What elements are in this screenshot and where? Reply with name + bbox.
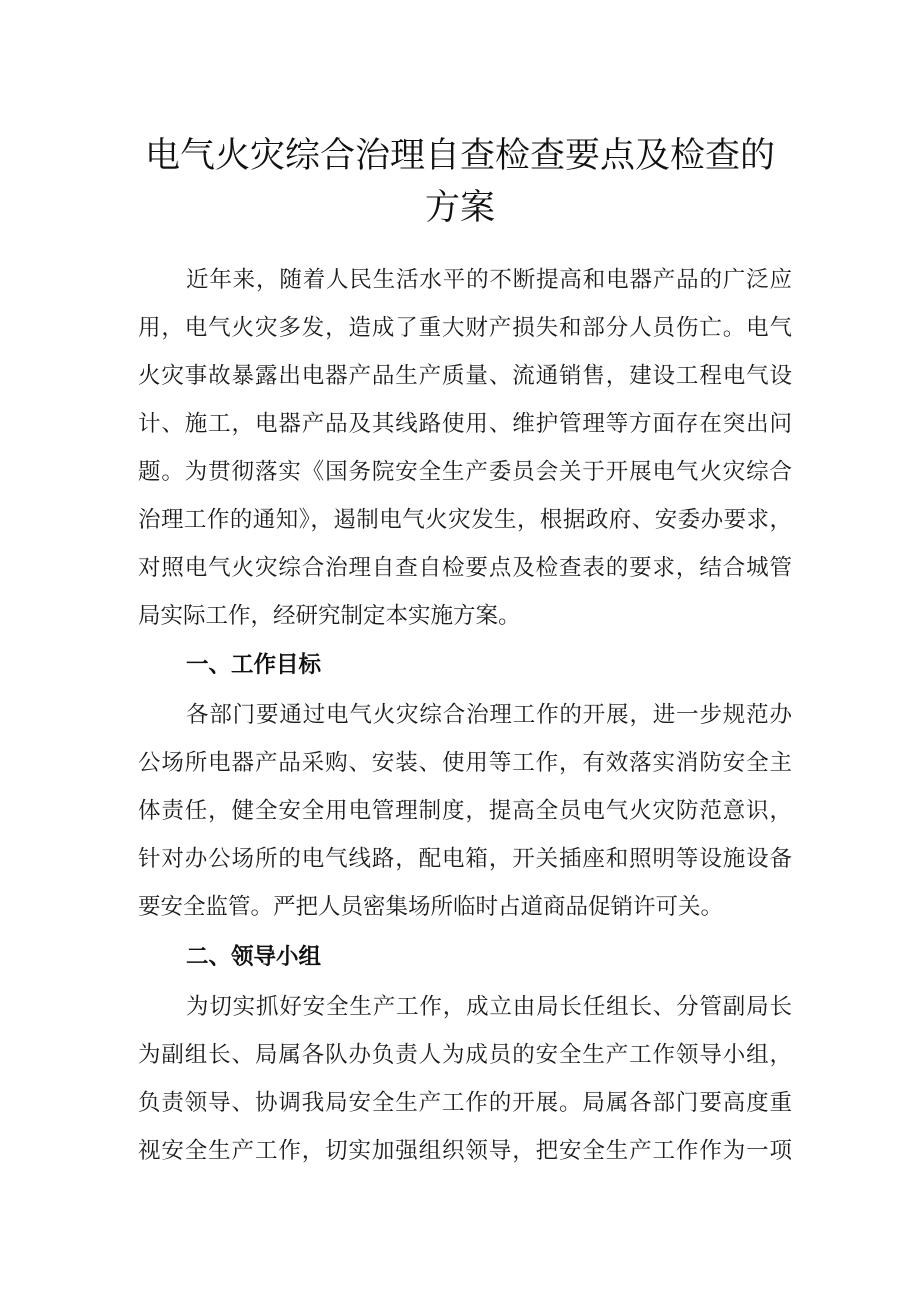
paragraph-line: 计、施工，电器产品及其线路使用、维护管理等方面存在突出问 <box>138 411 792 437</box>
paragraph-line: 火灾事故暴露出电器产品生产质量、流通销售，建设工程电气设 <box>138 363 792 389</box>
section-heading-work-goals: 一、工作目标 <box>186 652 322 678</box>
paragraph-line: 为副组长、局属各队办负责人为成员的安全生产工作领导小组， <box>138 1042 792 1068</box>
paragraph-line: 题。为贯彻落实《国务院安全生产委员会关于开展电气火灾综合 <box>138 459 792 485</box>
paragraph-line: 视安全生产工作，切实加强组织领导，把安全生产工作作为一项 <box>138 1138 792 1164</box>
paragraph-line: 负责领导、协调我局安全生产工作的开展。局属各部门要高度重 <box>138 1090 792 1116</box>
paragraph-line: 公场所电器产品采购、安装、使用等工作，有效落实消防安全主 <box>138 750 792 776</box>
paragraph-line: 治理工作的通知》，遏制电气火灾发生，根据政府、安委办要求， <box>138 507 792 533</box>
paragraph-line: 各部门要通过电气火灾综合治理工作的开展，进一步规范办 <box>186 702 792 728</box>
paragraph-line: 体责任，健全安全用电管理制度，提高全员电气火灾防范意识， <box>138 798 792 824</box>
section-heading-leading-group: 二、领导小组 <box>186 944 322 970</box>
paragraph-line: 对照电气火灾综合治理自查自检要点及检查表的要求，结合城管 <box>138 555 792 581</box>
document-title-line-2: 方案 <box>424 188 495 228</box>
paragraph-line: 近年来，随着人民生活水平的不断提高和电器产品的广泛应 <box>186 267 792 293</box>
paragraph-line: 局实际工作，经研究制定本实施方案。 <box>138 603 521 629</box>
paragraph-line: 用，电气火灾多发，造成了重大财产损失和部分人员伤亡。电气 <box>138 315 792 341</box>
paragraph-line: 针对办公场所的电气线路，配电箱，开关插座和照明等设施设备 <box>138 846 792 872</box>
paragraph-line: 要安全监管。严把人员密集场所临时占道商品促销许可关。 <box>138 894 724 920</box>
paragraph-line: 为切实抓好安全生产工作，成立由局长任组长、分管副局长 <box>186 994 792 1020</box>
document-title-line-1: 电气火灾综合治理自查检查要点及检查的 <box>144 136 775 176</box>
